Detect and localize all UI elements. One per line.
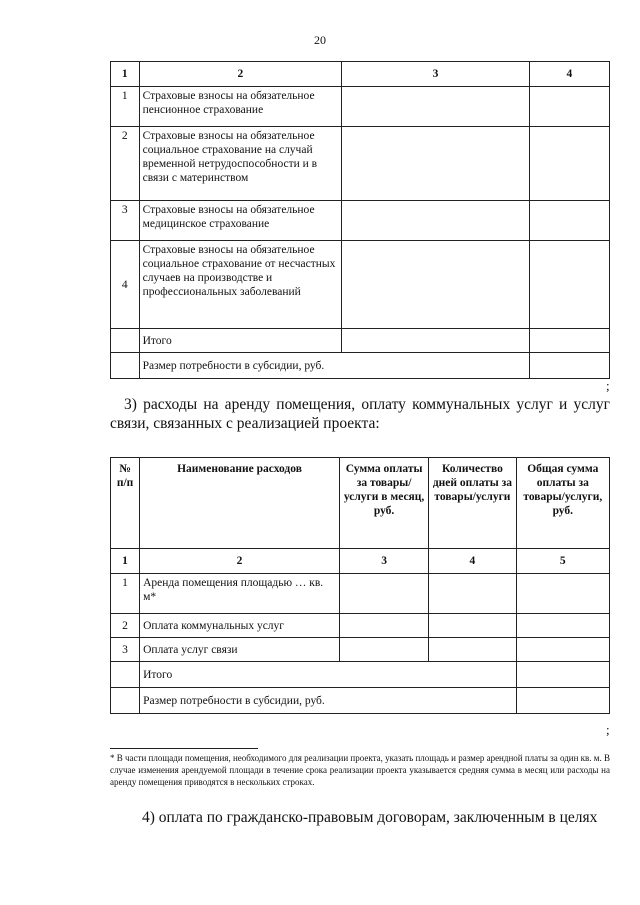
row-number: 1 (111, 87, 140, 127)
footnote: * В части площади помещения, необходимого для реализации проекта, указать площадь и размер арендной платы за один кв. м. В случае изменения арендуемой площади в течение срока реализации проекта указывается средняя сумма в месяц или расходы на аренду помещения приводятся в нескольких строках. (110, 753, 610, 787)
value-cell (429, 574, 516, 614)
row-name: Страховые взносы на обязательное социальное страхование на случай временной нетрудоспособности и в связи с материнством (139, 127, 342, 201)
header-cell: Общая сумма оплаты за товары/услуги, руб. (516, 458, 609, 549)
total-label: Итого (139, 329, 342, 353)
table-row (111, 87, 610, 127)
row-name: Оплата услуг связи (140, 638, 340, 662)
total-row (111, 329, 610, 353)
paragraph-4: 4) оплата по гражданско-правовым договорам, заключенным в целях (142, 809, 598, 826)
row-number: 3 (111, 201, 140, 241)
row-number: 1 (111, 574, 140, 614)
value-cell (342, 201, 530, 241)
row-name: Аренда помещения площадью … кв. м* (140, 574, 340, 614)
value-cell (339, 638, 428, 662)
table-row (111, 574, 610, 614)
value-cell (529, 87, 609, 127)
table-row (111, 638, 610, 662)
value-cell (429, 638, 516, 662)
header-cell: Сумма оплаты за товары/услуги в месяц, руб. (339, 458, 428, 549)
value-cell (529, 329, 609, 353)
header-cell: 3 (342, 62, 530, 87)
row-name: Страховые взносы на обязательное медицинское страхование (139, 201, 342, 241)
value-cell (429, 614, 516, 638)
row-name: Страховые взносы на обязательное пенсионное страхование (139, 87, 342, 127)
subsidy-label: Размер потребности в субсидии, руб. (140, 688, 516, 714)
subsidy-row (111, 688, 610, 714)
header-cell: Количество дней оплаты за товары/услуги (429, 458, 516, 549)
column-number: 3 (339, 549, 428, 574)
row-number: 2 (111, 127, 140, 201)
value-cell (516, 662, 609, 688)
insurance-table (110, 61, 610, 379)
page-number: 20 (314, 33, 326, 47)
total-label: Итого (140, 662, 516, 688)
value-cell (339, 614, 428, 638)
column-number: 2 (140, 549, 340, 574)
row-number: 4 (111, 241, 140, 329)
table-row (111, 614, 610, 638)
column-number: 1 (111, 549, 140, 574)
rent-expenses-table (110, 457, 610, 714)
value-cell (342, 241, 530, 329)
semicolon: ; (606, 378, 610, 393)
semicolon: ; (606, 722, 610, 737)
value-cell (516, 688, 609, 714)
footnote-divider (110, 748, 258, 749)
value-cell (529, 241, 609, 329)
paragraph-3: 3) расходы на аренду помещения, оплату коммунальных услуг и услуг связи, связанных с реализацией проекта: (110, 396, 610, 432)
value-cell (339, 574, 428, 614)
column-number: 5 (516, 549, 609, 574)
header-cell: Наименование расходов (140, 458, 340, 549)
value-cell (342, 127, 530, 201)
column-number-row (111, 549, 610, 574)
value-cell (529, 127, 609, 201)
total-row (111, 662, 610, 688)
value-cell (516, 574, 609, 614)
header-cell: № п/п (111, 458, 140, 549)
value-cell (529, 353, 609, 379)
header-cell: 2 (139, 62, 342, 87)
subsidy-row (111, 353, 610, 379)
table-row (111, 201, 610, 241)
subsidy-label: Размер потребности в субсидии, руб. (139, 353, 529, 379)
column-number: 4 (429, 549, 516, 574)
table-row (111, 241, 610, 329)
header-cell: 1 (111, 62, 140, 87)
value-cell (516, 614, 609, 638)
row-number: 2 (111, 614, 140, 638)
value-cell (342, 329, 530, 353)
row-name: Страховые взносы на обязательное социальное страхование от несчастных случаев на производстве и профессиональных заболеваний (139, 241, 342, 329)
row-name: Оплата коммунальных услуг (140, 614, 340, 638)
table-header-row (111, 62, 610, 87)
table-row (111, 127, 610, 201)
row-number: 3 (111, 638, 140, 662)
value-cell (529, 201, 609, 241)
value-cell (516, 638, 609, 662)
header-cell: 4 (529, 62, 609, 87)
table-header-row (111, 458, 610, 549)
value-cell (342, 87, 530, 127)
